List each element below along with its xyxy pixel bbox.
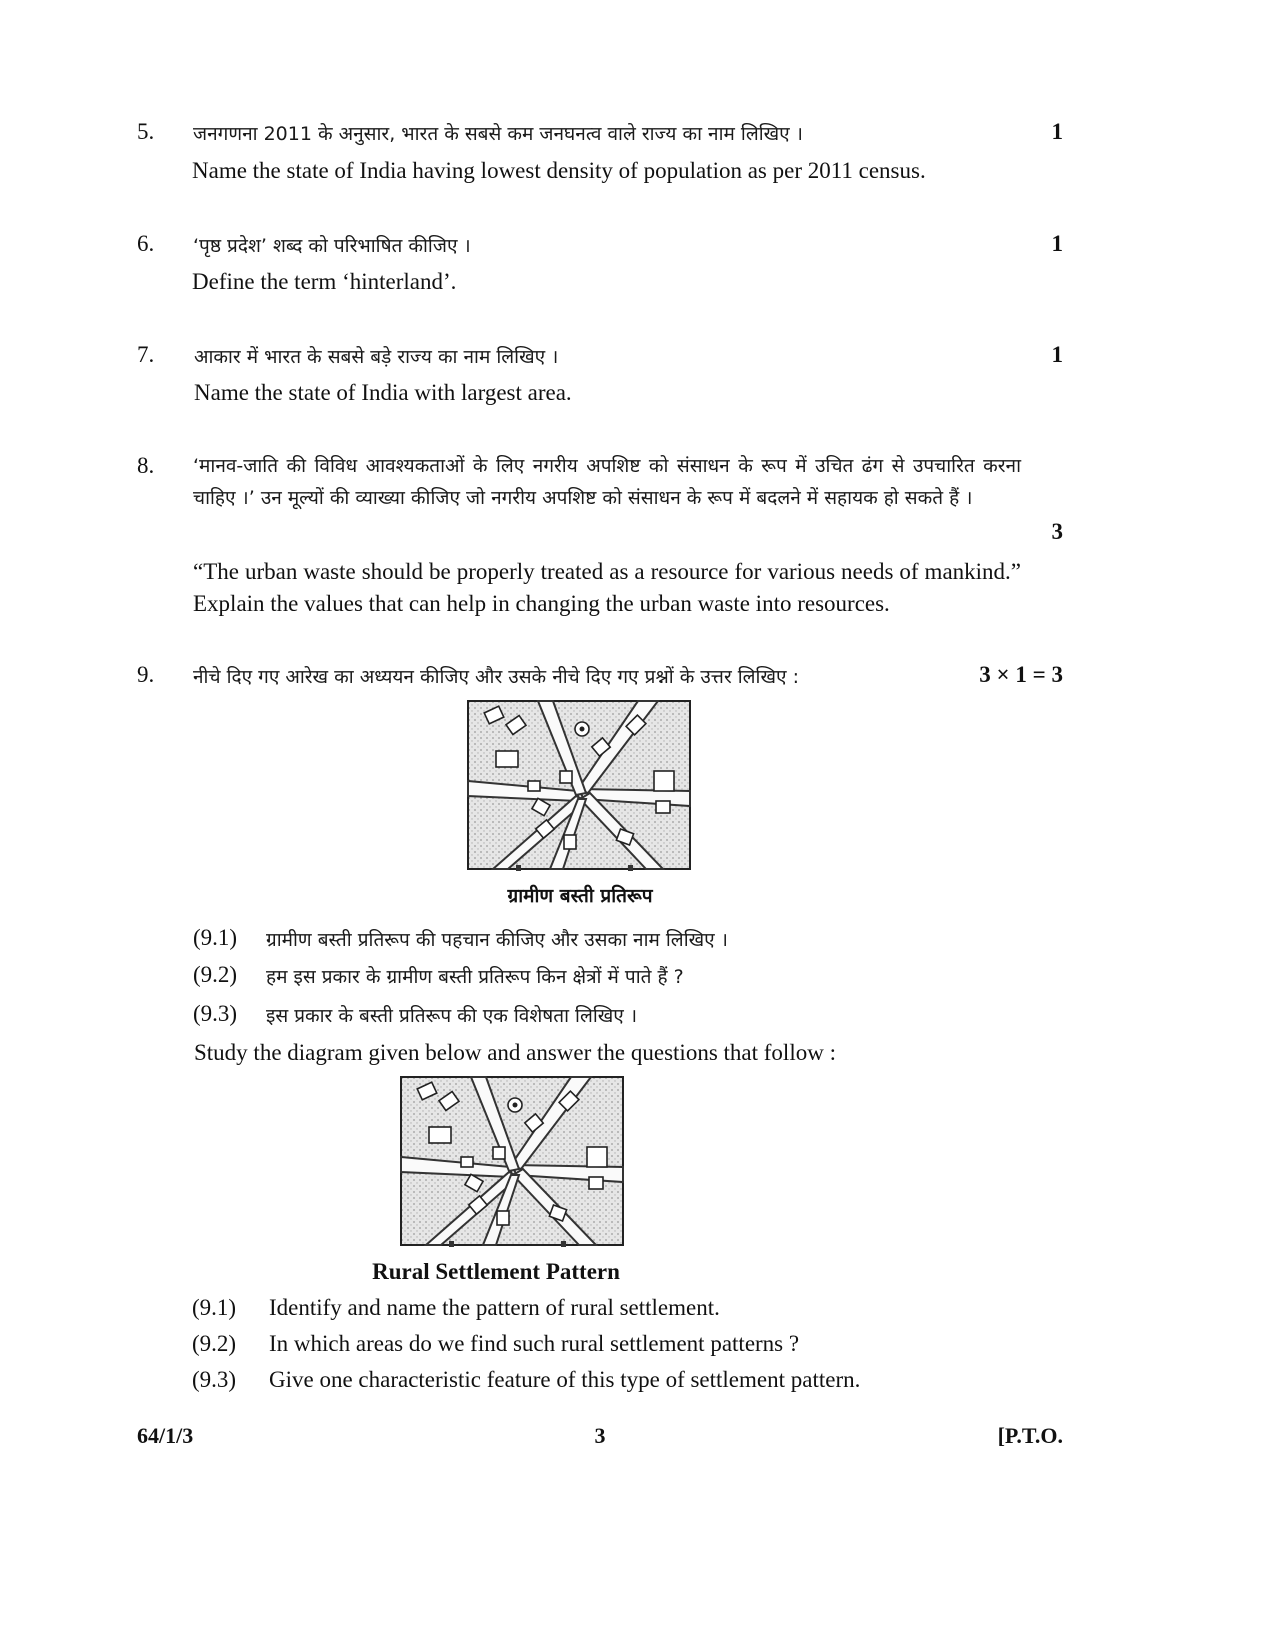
question-number: 5.	[137, 119, 155, 144]
settlement-diagram-english	[400, 1076, 624, 1250]
question-text-hindi: नीचे दिए गए आरेख का अध्ययन कीजिए और उसके नीचे दिए गए प्रश्नों के उत्तर लिखिए :	[193, 666, 799, 688]
marks: 1	[1051, 342, 1063, 367]
subquestion-text-english: Give one characteristic feature of this type of settlement pattern.	[269, 1367, 861, 1392]
subquestion-number: (9.1)	[193, 925, 238, 950]
subquestion-number: (9.3)	[193, 1001, 238, 1026]
subquestion-number: (9.2)	[192, 1331, 237, 1356]
question-text-hindi: आकार में भारत के सबसे बड़े राज्य का नाम लिखिए ।	[194, 346, 559, 368]
marks: 1	[1051, 119, 1063, 144]
figure-caption-hindi: ग्रामीण बस्ती प्रतिरूप	[507, 885, 653, 907]
question-text-hindi: ‘पृष्ठ प्रदेश’ शब्द को परिभाषित कीजिए ।	[193, 235, 471, 257]
subquestion-number: (9.2)	[193, 962, 238, 987]
marks: 3 × 1 = 3	[979, 662, 1063, 687]
marks: 3	[1051, 519, 1063, 544]
question-text-english: “The urban waste should be properly treated as a resource for various needs of mankind.” Explain the values that can help in changing the urban waste into resources.	[193, 559, 1021, 616]
marks: 1	[1051, 231, 1063, 256]
question-number: 6.	[137, 231, 155, 256]
question-text-english: Study the diagram given below and answer the questions that follow :	[194, 1040, 836, 1065]
settlement-diagram-hindi	[467, 700, 691, 874]
page-number: 3	[594, 1423, 606, 1448]
subquestion-text-hindi: इस प्रकार के बस्ती प्रतिरूप की एक विशेषता लिखिए ।	[266, 1005, 638, 1027]
paper-code: 64/1/3	[137, 1423, 194, 1448]
please-turn-over: [P.T.O.	[997, 1423, 1063, 1448]
question-text-hindi: ‘मानव-जाति की विविध आवश्यकताओं के लिए नगरीय अपशिष्ट को संसाधन के रूप में उचित ढंग से उपचारित करना चाहिए ।’ उन मूल्यों की व्याख्या कीजिए जो नगरीय अपशिष्ट को संसाधन के रूप में बदलने में सहायक हो सकते हैं ।	[193, 455, 1021, 509]
question-number: 8.	[137, 453, 155, 478]
subquestion-text-hindi: ग्रामीण बस्ती प्रतिरूप की पहचान कीजिए और उसका नाम लिखिए ।	[266, 929, 728, 951]
subquestion-text-hindi: हम इस प्रकार के ग्रामीण बस्ती प्रतिरूप किन क्षेत्रों में पाते हैं ?	[266, 966, 684, 988]
question-number: 7.	[137, 342, 155, 367]
subquestion-text-english: Identify and name the pattern of rural settlement.	[269, 1295, 720, 1320]
question-text-english: Define the term ‘hinterland’.	[192, 269, 457, 294]
subquestion-text-english: In which areas do we find such rural settlement patterns ?	[269, 1331, 800, 1356]
question-text-english: Name the state of India with largest area.	[194, 380, 572, 405]
subquestion-number: (9.3)	[192, 1367, 237, 1392]
question-text-hindi: जनगणना 2011 के अनुसार, भारत के सबसे कम जनघनत्व वाले राज्य का नाम लिखिए ।	[193, 123, 803, 145]
subquestion-number: (9.1)	[192, 1295, 237, 1320]
figure-caption-english: Rural Settlement Pattern	[372, 1259, 620, 1284]
question-text-english: Name the state of India having lowest density of population as per 2011 census.	[192, 158, 926, 183]
question-number: 9.	[137, 662, 155, 687]
